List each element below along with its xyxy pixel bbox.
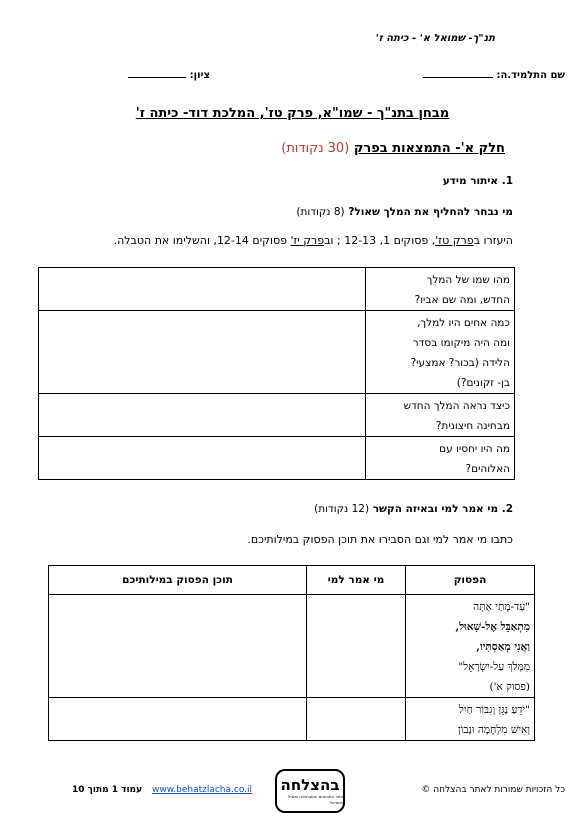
logo-text: בהצלחה bbox=[280, 776, 340, 794]
quotes-table bbox=[48, 565, 535, 741]
section1-instruction bbox=[114, 234, 513, 247]
who-said-cell[interactable] bbox=[307, 698, 406, 741]
verse-line: מִמְּלֹךְ עַל-יִשְׂרָאֵל" bbox=[458, 661, 530, 673]
question-line: מהו שמו של המלך bbox=[426, 274, 510, 286]
section1-question bbox=[296, 206, 513, 218]
website-link[interactable]: www.behatzlacha.co.il bbox=[152, 785, 253, 795]
table-row bbox=[39, 268, 515, 311]
question-line: הלידה (בכור? אמצעי? bbox=[410, 357, 510, 369]
page-total: 10 bbox=[72, 785, 85, 795]
instruction-suffix: פסוקים 12-14, והשלימו את הטבלה. bbox=[113, 234, 291, 247]
grade-line[interactable] bbox=[128, 67, 186, 78]
page-counter bbox=[72, 785, 142, 795]
question-line: כמה אחים היו למלך, bbox=[417, 317, 510, 329]
part-a-points: (30 נקודות) bbox=[281, 141, 350, 156]
student-name-label: שם התלמיד.ה: bbox=[496, 70, 565, 81]
section2-points: (12 נקודות) bbox=[314, 503, 370, 515]
verse-cell bbox=[406, 698, 535, 741]
question-cell bbox=[366, 311, 515, 394]
part-a-label: חלק א'- התמצאות בפרק bbox=[353, 141, 505, 156]
section2-title: 2. מי אמר למי ובאיזה הקשר bbox=[372, 503, 513, 515]
verse-line: וְאִישׁ מִלְחָמָה וּנְבוֹן bbox=[458, 724, 530, 736]
footer-copyright: כל הזכויות שמורות לאתר בהצלחה © bbox=[421, 785, 565, 795]
explanation-cell[interactable] bbox=[49, 698, 307, 741]
question-line: ומה היה מיקומו בסדר bbox=[412, 337, 510, 349]
question-line: מה היו יחסיו עם bbox=[439, 443, 510, 455]
question-cell bbox=[366, 268, 515, 311]
verse-line: וַאֲנִי מְאַסְתִּיו, bbox=[476, 641, 530, 653]
question-line: מבחינה חיצונית? bbox=[435, 420, 510, 432]
grade-field[interactable] bbox=[128, 67, 210, 81]
column-header-verse: הפסוק bbox=[406, 566, 535, 595]
verse-line: "עַד-מָתַי אַתָּה bbox=[473, 601, 530, 613]
info-table bbox=[38, 267, 515, 480]
table-row bbox=[39, 311, 515, 394]
student-name-field[interactable] bbox=[423, 67, 565, 81]
table-row bbox=[39, 437, 515, 480]
section1-heading: 1. איתור מידע bbox=[442, 175, 513, 187]
subject-header: תנ"ך- שמואל א' - כיתה ז' bbox=[375, 33, 495, 44]
section1-question-points: (8 נקודות) bbox=[296, 206, 345, 218]
question-cell bbox=[366, 394, 515, 437]
table-row bbox=[49, 595, 535, 698]
part-a-heading bbox=[281, 141, 505, 156]
column-header-who-said: מי אמר למי bbox=[307, 566, 406, 595]
answer-cell[interactable] bbox=[39, 268, 366, 311]
answer-cell[interactable] bbox=[39, 437, 366, 480]
section2-heading bbox=[314, 503, 513, 515]
site-logo bbox=[275, 769, 345, 813]
question-line: האלוהים? bbox=[465, 463, 510, 475]
section1-question-text: מי נבחר להחליף את המלך שאול? bbox=[348, 206, 513, 218]
instruction-mid: , פסוקים 1, 12-13 ; וב bbox=[324, 234, 436, 247]
question-line: כיצד נראה המלך החדש bbox=[403, 400, 510, 412]
question-cell bbox=[366, 437, 515, 480]
instruction-ref-chapter16: פרק טז' bbox=[435, 234, 474, 247]
explanation-cell[interactable] bbox=[49, 595, 307, 698]
answer-cell[interactable] bbox=[39, 394, 366, 437]
logo-tagline: אתר המבחנים והמבחנים המוביל בישראל bbox=[287, 794, 343, 805]
table-header-row bbox=[49, 566, 535, 595]
column-header-explanation: תוכן הפסוק במילותיכם bbox=[49, 566, 307, 595]
student-name-line[interactable] bbox=[423, 67, 493, 78]
verse-line: מִתְאַבֵּל אֶל-שָׁאוּל, bbox=[455, 621, 530, 633]
table-row bbox=[49, 698, 535, 741]
verse-cell bbox=[406, 595, 535, 698]
who-said-cell[interactable] bbox=[307, 595, 406, 698]
grade-label: ציון: bbox=[189, 70, 210, 81]
question-line: החדש, ומה שם אביו? bbox=[414, 294, 510, 306]
table-row bbox=[39, 394, 515, 437]
page-number: 1 bbox=[111, 785, 119, 795]
instruction-prefix: היעזרו ב bbox=[473, 234, 513, 247]
page-word: עמוד bbox=[121, 785, 143, 795]
question-line: בן- זקונים?) bbox=[456, 377, 510, 389]
page-of-word: מתוך bbox=[87, 785, 109, 795]
answer-cell[interactable] bbox=[39, 311, 366, 394]
section2-instruction: כתבו מי אמר למי וגם הסבירו את תוכן הפסוק במילותיכם. bbox=[247, 533, 513, 546]
exam-title: מבחן בתנ"ך - שמו"א, פרק טז', המלכת דוד- כיתה ז' bbox=[135, 106, 450, 121]
verse-line: (פסוק א') bbox=[489, 681, 530, 693]
verse-line: "יֹדֵעַ נַגֵּן וְגִבּוֹר חַיִל bbox=[458, 704, 530, 716]
instruction-ref-chapter17: פרק יז' bbox=[290, 234, 325, 247]
